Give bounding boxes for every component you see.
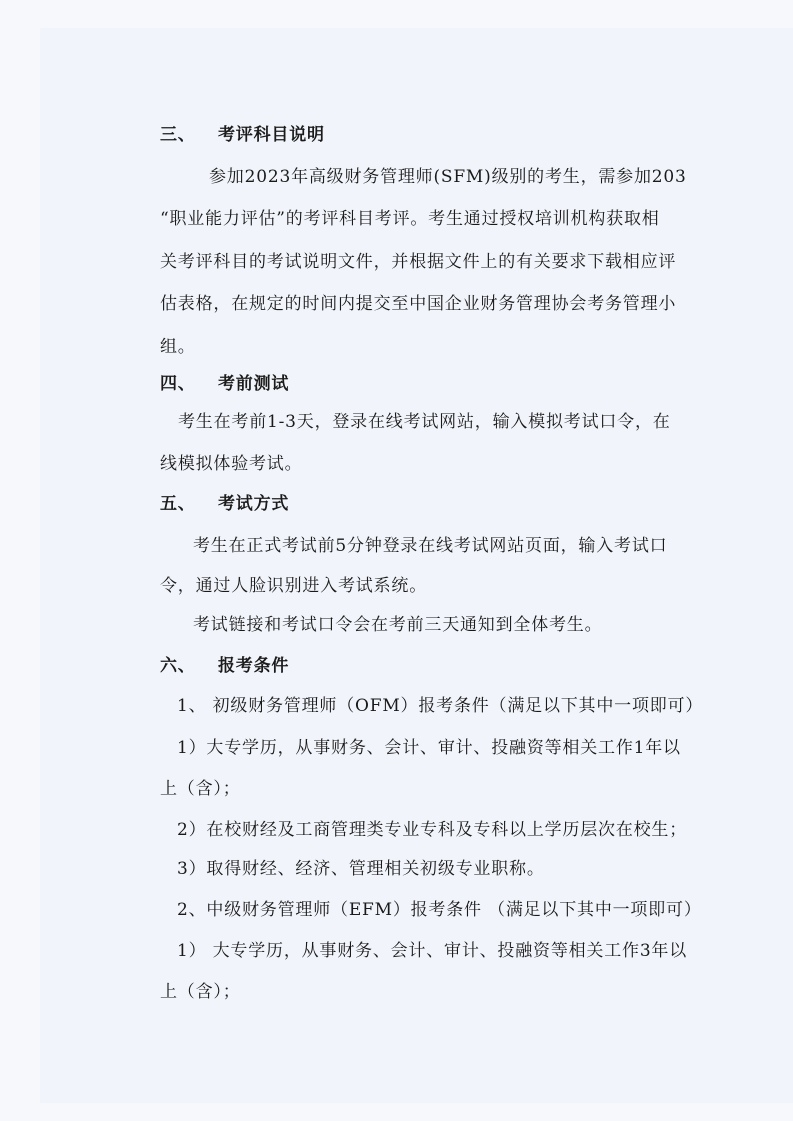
section-heading-3: [160, 123, 325, 147]
paragraph-line: 组。: [160, 337, 196, 357]
paragraph-line: 1、 初级财务管理师（OFM）报考条件（满足以下其中一项即可）: [177, 696, 704, 716]
section-title: 考评科目说明: [218, 125, 325, 145]
paragraph-line: 1）大专学历，从事财务、会计、审计、投融资等相关工作1年以: [177, 738, 681, 758]
section-title: 考前测试: [218, 374, 290, 394]
paragraph-line: 令，通过人脸识别进入考试系统。: [160, 576, 427, 596]
section-title: 考试方式: [218, 494, 290, 514]
section-title: 报考条件: [218, 656, 290, 676]
paragraph-line: 3）取得财经、经济、管理相关初级专业职称。: [177, 859, 545, 879]
paragraph-line: 2、中级财务管理师（EFM）报考条件 （满足以下其中一项即可）: [177, 900, 702, 920]
section-number: 四、: [160, 374, 196, 394]
section-heading-6: [160, 654, 289, 678]
paragraph-line: 估表格，在规定的时间内提交至中国企业财务管理协会考务管理小: [160, 294, 677, 314]
section-heading-4: [160, 372, 289, 396]
paragraph-line: 参加2023年高级财务管理师(SFM)级别的考生，需参加203: [209, 167, 687, 187]
paragraph-line: 线模拟体验考试。: [160, 454, 303, 474]
paragraph-line: 考试链接和考试口令会在考前三天通知到全体考生。: [193, 615, 603, 635]
paragraph-line: 2）在校财经及工商管理类专业专科及专科以上学历层次在校生；: [177, 820, 688, 840]
section-number: 三、: [160, 125, 196, 145]
section-number: 五、: [160, 494, 196, 514]
paragraph-line: 考生在正式考试前5分钟登录在线考试网站页面，输入考试口: [193, 536, 668, 556]
paragraph-line: 1） 大专学历，从事财务、会计、审计、投融资等相关工作3年以: [177, 941, 688, 961]
paragraph-line: 上（含）；: [160, 982, 241, 1002]
paragraph-line: 上（含）；: [160, 779, 241, 799]
section-number: 六、: [160, 656, 196, 676]
paragraph-line: 考生在考前1-3天，登录在线考试网站，输入模拟考试口令，在: [178, 412, 671, 432]
paragraph-line: 关考评科目的考试说明文件，并根据文件上的有关要求下载相应评: [160, 252, 677, 272]
paragraph-line: “职业能力评估”的考评科目考评。考生通过授权培训机构获取相: [160, 209, 660, 229]
section-heading-5: [160, 492, 289, 516]
